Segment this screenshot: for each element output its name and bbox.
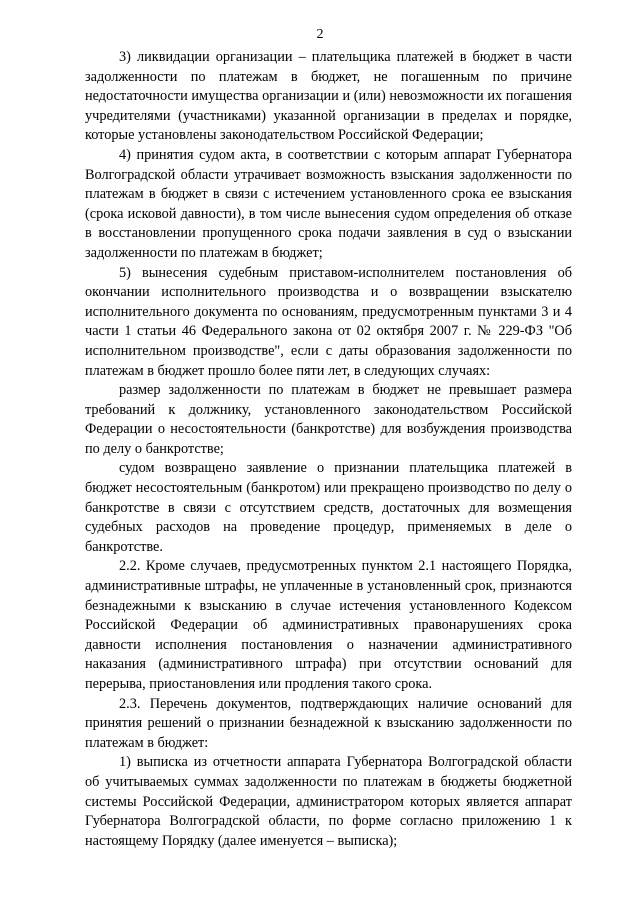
paragraph-item-5-bailiff-decision: 5) вынесения судебным приставом-исполнителем постановления об окончании исполнительного производства и о возвращении взыскателю исполнительного документа по основаниям, предусмотренным пунктами 3 и 4 части 1 статьи 46 Федерального закона от 02 октября 2007 г. № 229-ФЗ "Об исполнительном производстве", если с даты образования задолженности по платежам в бюджет прошло более пяти лет, в следующих случаях: [85,264,572,379]
paragraph-document-1-extract: 1) выписка из отчетности аппарата Губернатора Волгоградской области об учитываемых суммах задолженности по платежам в бюджеты бюджетной системы Российской Федерации, администратором которых является аппарат Губернатора Волгоградской области, по форме согласно приложению 1 к настоящему Порядку (далее именуется – выписка); [85,754,572,849]
page-number: 2 [316,27,324,42]
paragraph-debt-threshold: размер задолженности по платежам в бюджет не превышает размера требований к должнику, установленного законодательством Российской Федерации о несостоятельности (банкротстве) для возбуждения производства по делу о банкротстве; [85,382,572,457]
document-body [85,48,572,851]
paragraph-2-2-fines: 2.2. Кроме случаев, предусмотренных пунктом 2.1 настоящего Порядка, административные штрафы, не уплаченные в установленный срок, признаются безнадежными к взысканию в случае истечения установленного Кодексом Российской Федерации об административных правонарушениях срока давности исполнения постановления о назначении административного наказания (административного штрафа) при отсутствии оснований для перерыва, приостановления или продления такого срока. [85,558,572,692]
paragraph-2-3-document-list: 2.3. Перечень документов, подтверждающих наличие оснований для принятия решений о признании безнадежной к взысканию задолженности по платежам в бюджет: [85,695,572,751]
paragraph-item-3-liquidation: 3) ликвидации организации – плательщика платежей в бюджет в части задолженности по платежам в бюджет, не погашенным по причине недостаточности имущества организации и (или) невозможности их погашения учредителями (участниками) указанной организации в пределах и порядке, которые установлены законодательством Российской Федерации; [85,49,572,144]
paragraph-item-4-court-act: 4) принятия судом акта, в соответствии с которым аппарат Губернатора Волгоградской области утрачивает возможность взыскания задолженности по платежам в бюджет в связи с истечением установленного срока ее взыскания (срока исковой давности), в том числе вынесения судом определения об отказе в восстановлении пропущенного срока подачи заявления в суд о взыскании задолженности по платежам в бюджет; [85,146,572,261]
paragraph-bankruptcy-returned: судом возвращено заявление о признании плательщика платежей в бюджет несостоятельным (банкротом) или прекращено производство по делу о банкротстве в связи с отсутствием средств, достаточных для возмещения судебных расходов на проведение процедур, применяемых в деле о банкротстве. [85,460,572,555]
